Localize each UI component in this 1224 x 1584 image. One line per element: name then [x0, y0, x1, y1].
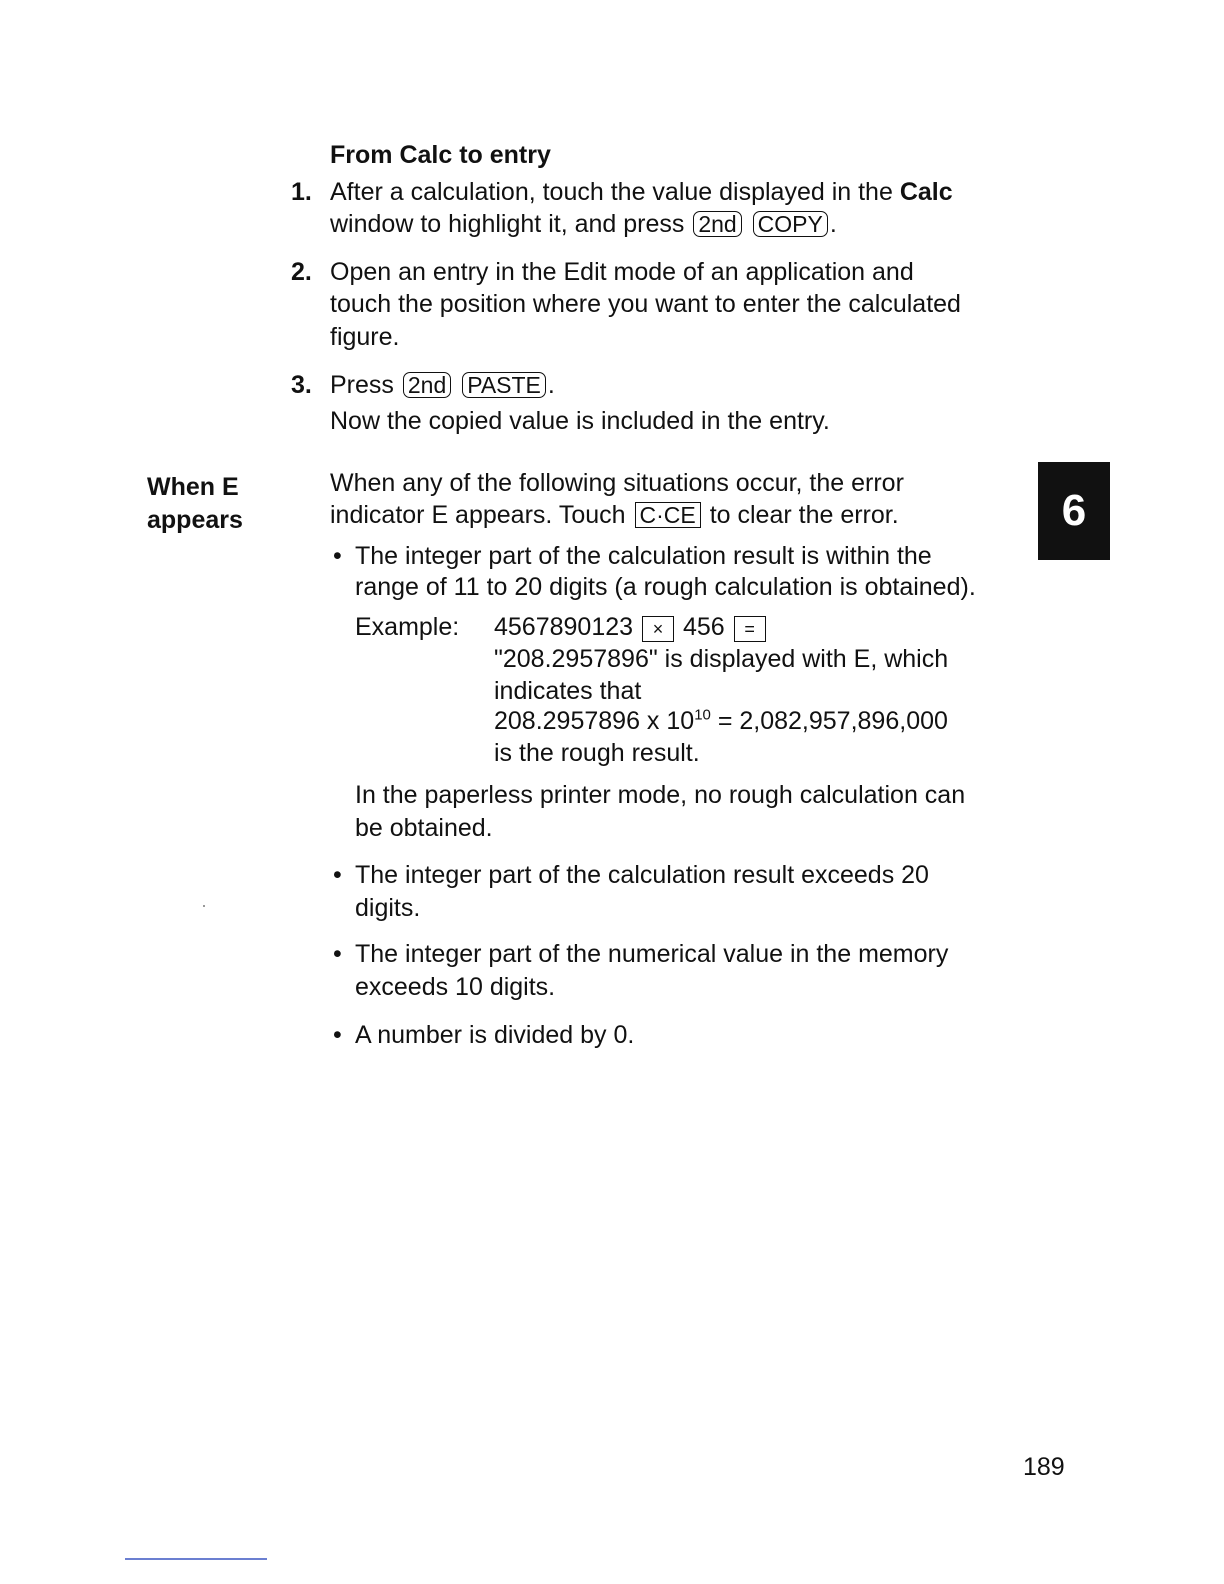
paperless-note-line-1: In the paperless printer mode, no rough calculation can	[355, 781, 966, 809]
key-c-ce: C·CE	[635, 502, 701, 528]
bullet-1-text: The integer part of the calculation result is within the	[355, 542, 932, 570]
side-heading-line-1: When E	[147, 473, 239, 501]
bullet-2-line-1	[333, 859, 929, 892]
scan-speck	[203, 905, 205, 907]
key-equals: =	[734, 616, 766, 642]
bullet-1-line-2: range of 11 to 20 digits (a rough calculation is obtained).	[355, 573, 976, 601]
key-copy: COPY	[753, 211, 828, 237]
bullet-4-line-1	[333, 1019, 635, 1052]
example-number-1: 4567890123	[494, 613, 634, 641]
bullet-2-text: The integer part of the calculation result exceeds 20	[355, 861, 929, 889]
example-expression	[494, 611, 768, 644]
formula-exponent: 10	[694, 706, 711, 724]
intro-line-2	[330, 499, 899, 532]
formula-base: 208.2957896 x 10	[494, 707, 695, 735]
bullet-3-line-2: exceeds 10 digits.	[355, 973, 556, 1001]
step-3-line-2: Now the copied value is included in the entry.	[330, 407, 830, 435]
key-multiply: ×	[642, 616, 674, 642]
step-3-number: 3.	[291, 371, 312, 399]
example-formula	[494, 705, 948, 738]
section-heading: From Calc to entry	[330, 141, 551, 169]
step-3-period: .	[547, 371, 555, 399]
bullet-3-text: The integer part of the numerical value in the memory	[355, 940, 949, 968]
example-result-line-1: "208.2957896" is displayed with E, which	[494, 645, 949, 673]
step-1-period: .	[829, 210, 837, 238]
bullet-dot: •	[333, 542, 342, 570]
paperless-note-line-2: be obtained.	[355, 814, 493, 842]
example-result-end: is the rough result.	[494, 739, 700, 767]
bullet-3-line-1	[333, 938, 949, 971]
step-2-number: 2.	[291, 258, 312, 286]
bullet-4-text: A number is divided by 0.	[355, 1021, 635, 1049]
calc-window-name: Calc	[899, 178, 953, 206]
example-result-line-2: indicates that	[494, 677, 642, 705]
intro-line-1: When any of the following situations occur, the error	[330, 469, 904, 497]
step-1-line-1	[330, 176, 953, 209]
step-2-line-2: touch the position where you want to enter the calculated	[330, 290, 961, 318]
step-2-line-3: figure.	[330, 323, 400, 351]
intro-text-2: to clear the error.	[709, 501, 899, 529]
step-1-number: 1.	[291, 178, 312, 206]
step-3-line-1	[330, 369, 555, 402]
chapter-tab: 6	[1038, 462, 1110, 560]
key-2nd: 2nd	[403, 372, 451, 398]
step-1-text: After a calculation, touch the value displayed in the	[330, 178, 900, 206]
bullet-1-line-1	[333, 540, 932, 573]
bullet-dot: •	[333, 861, 342, 889]
side-heading-line-2: appears	[147, 506, 243, 534]
key-paste: PASTE	[462, 372, 546, 398]
bullet-dot: •	[333, 1021, 342, 1049]
bullet-2-line-2: digits.	[355, 894, 421, 922]
page-number: 189	[1023, 1453, 1065, 1481]
intro-text: indicator E appears. Touch	[330, 501, 626, 529]
step-3-text: Press	[330, 371, 394, 399]
step-1-line-2	[330, 208, 837, 241]
step-2-line-1: Open an entry in the Edit mode of an application and	[330, 258, 914, 286]
footer-rule	[125, 1558, 267, 1560]
key-2nd: 2nd	[693, 211, 741, 237]
example-label: Example:	[355, 613, 460, 641]
bullet-dot: •	[333, 940, 342, 968]
formula-result: = 2,082,957,896,000	[710, 707, 948, 735]
step-1-text-2: window to highlight it, and press	[330, 210, 685, 238]
example-number-2: 456	[682, 613, 725, 641]
